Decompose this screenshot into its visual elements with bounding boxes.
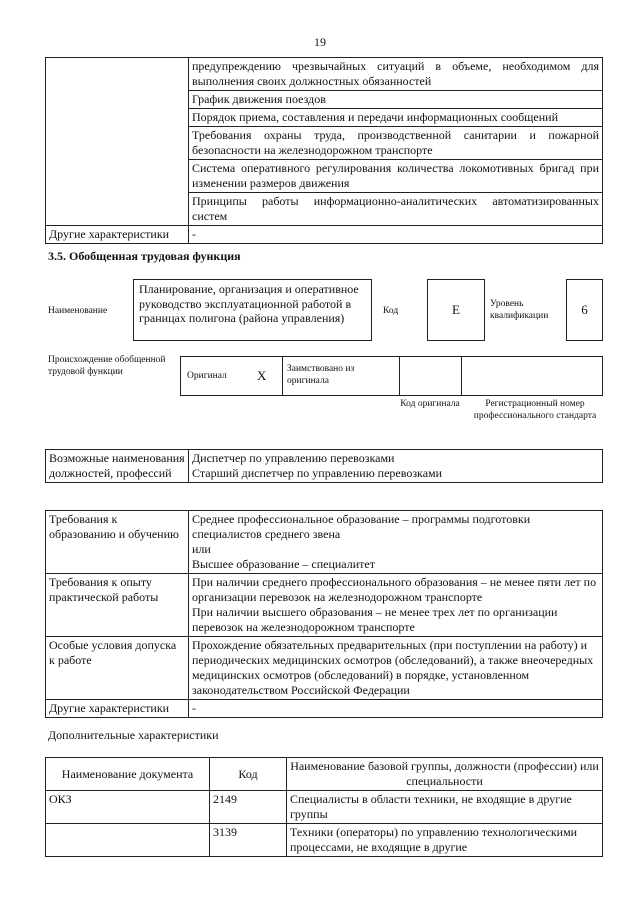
other-value: - [189,226,603,244]
page-number: 19 [314,35,326,49]
reg-caption: Регистрационный номер профессионального стандарта [473,399,597,421]
cell-document: ОКЗ [46,791,210,824]
req-line: При наличии высшего образования – не менее трех лет по организации перевозок на железнодорожном транспорте [192,605,558,634]
req-label: Требования к опыту практической работы [46,574,189,637]
req-line: Среднее профессиональное образование – программы подготовки специалистов среднего звена [192,512,531,541]
position-item: Диспетчер по управлению перевозками [192,451,395,465]
knowledge-item: График движения поездов [189,91,603,109]
level-label: Уровень квалификации [490,299,549,321]
req-label: Требования к образованию и обучению [46,511,189,574]
origin-table [180,356,603,396]
header-code: Код [210,758,287,791]
knowledge-item: Требования охраны труда, производственной санитарии и пожарной безопасности на железнодорожном транспорте [189,127,603,160]
empty-label-cell [46,58,189,226]
knowledge-item: Система оперативного регулирования количества локомотивных бригад при изменении размеров движения [189,160,603,193]
req-line: Высшее образование – специалитет [192,557,375,571]
level-value: 6 [566,279,603,341]
requirements-table [45,510,603,718]
borrowed-label: Заимствовано из оригинала [287,364,355,386]
knowledge-item: Принципы работы информационно-аналитических автоматизированных систем [189,193,603,226]
header-document: Наименование документа [46,758,210,791]
positions-label: Возможные наименования должностей, профессий [46,450,189,483]
section-heading: 3.5. Обобщенная трудовая функция [48,249,241,263]
original-label: Оригинал [187,371,227,381]
original-mark: X [257,368,267,383]
code-label: Код [383,306,399,316]
cell-code: 3139 [210,824,287,857]
knowledge-item: предупреждению чрезвычайных ситуаций в объеме, необходимом для выполнения своих должностных обязанностей [189,58,603,91]
knowledge-table [45,57,603,244]
req-line: - [192,701,196,715]
req-line: или [192,542,211,556]
other-label: Другие характеристики [46,226,189,244]
cell-group: Специалисты в области техники, не входящие в другие группы [287,791,603,824]
req-label: Особые условия допуска к работе [46,637,189,700]
req-line: Прохождение обязательных предварительных (при поступлении на работу) и периодических медицинских осмотров (обследований), а также внеочередных медицинских осмотров (обследований) в порядке, установленном законодательством Российской Федерации [192,638,594,697]
name-label: Наименование [48,306,108,316]
knowledge-item: Порядок приема, составления и передачи информационных сообщений [189,109,603,127]
cell-code: 2149 [210,791,287,824]
positions-table [45,449,603,483]
additional-table [45,757,603,857]
additional-heading: Дополнительные характеристики [48,728,219,742]
header-group: Наименование базовой группы, должности (профессии) или специальности [287,758,603,791]
req-label: Другие характеристики [46,700,189,718]
function-name: Планирование, организация и оперативное руководство эксплуатационной работой в границах полигона (района управления) [133,279,372,341]
code-value: E [427,279,485,341]
code-caption: Код оригинала [400,399,460,409]
origin-label: Происхождение обобщенной трудовой функции [48,355,166,377]
cell-document [46,824,210,857]
cell-group: Техники (операторы) по управлению технологическими процессами, не входящие в другие [287,824,603,857]
position-item: Старший диспетчер по управлению перевозками [192,466,443,480]
req-line: При наличии среднего профессионального образования – не менее пяти лет по организации перевозок на железнодорожном транспорте [192,575,597,604]
